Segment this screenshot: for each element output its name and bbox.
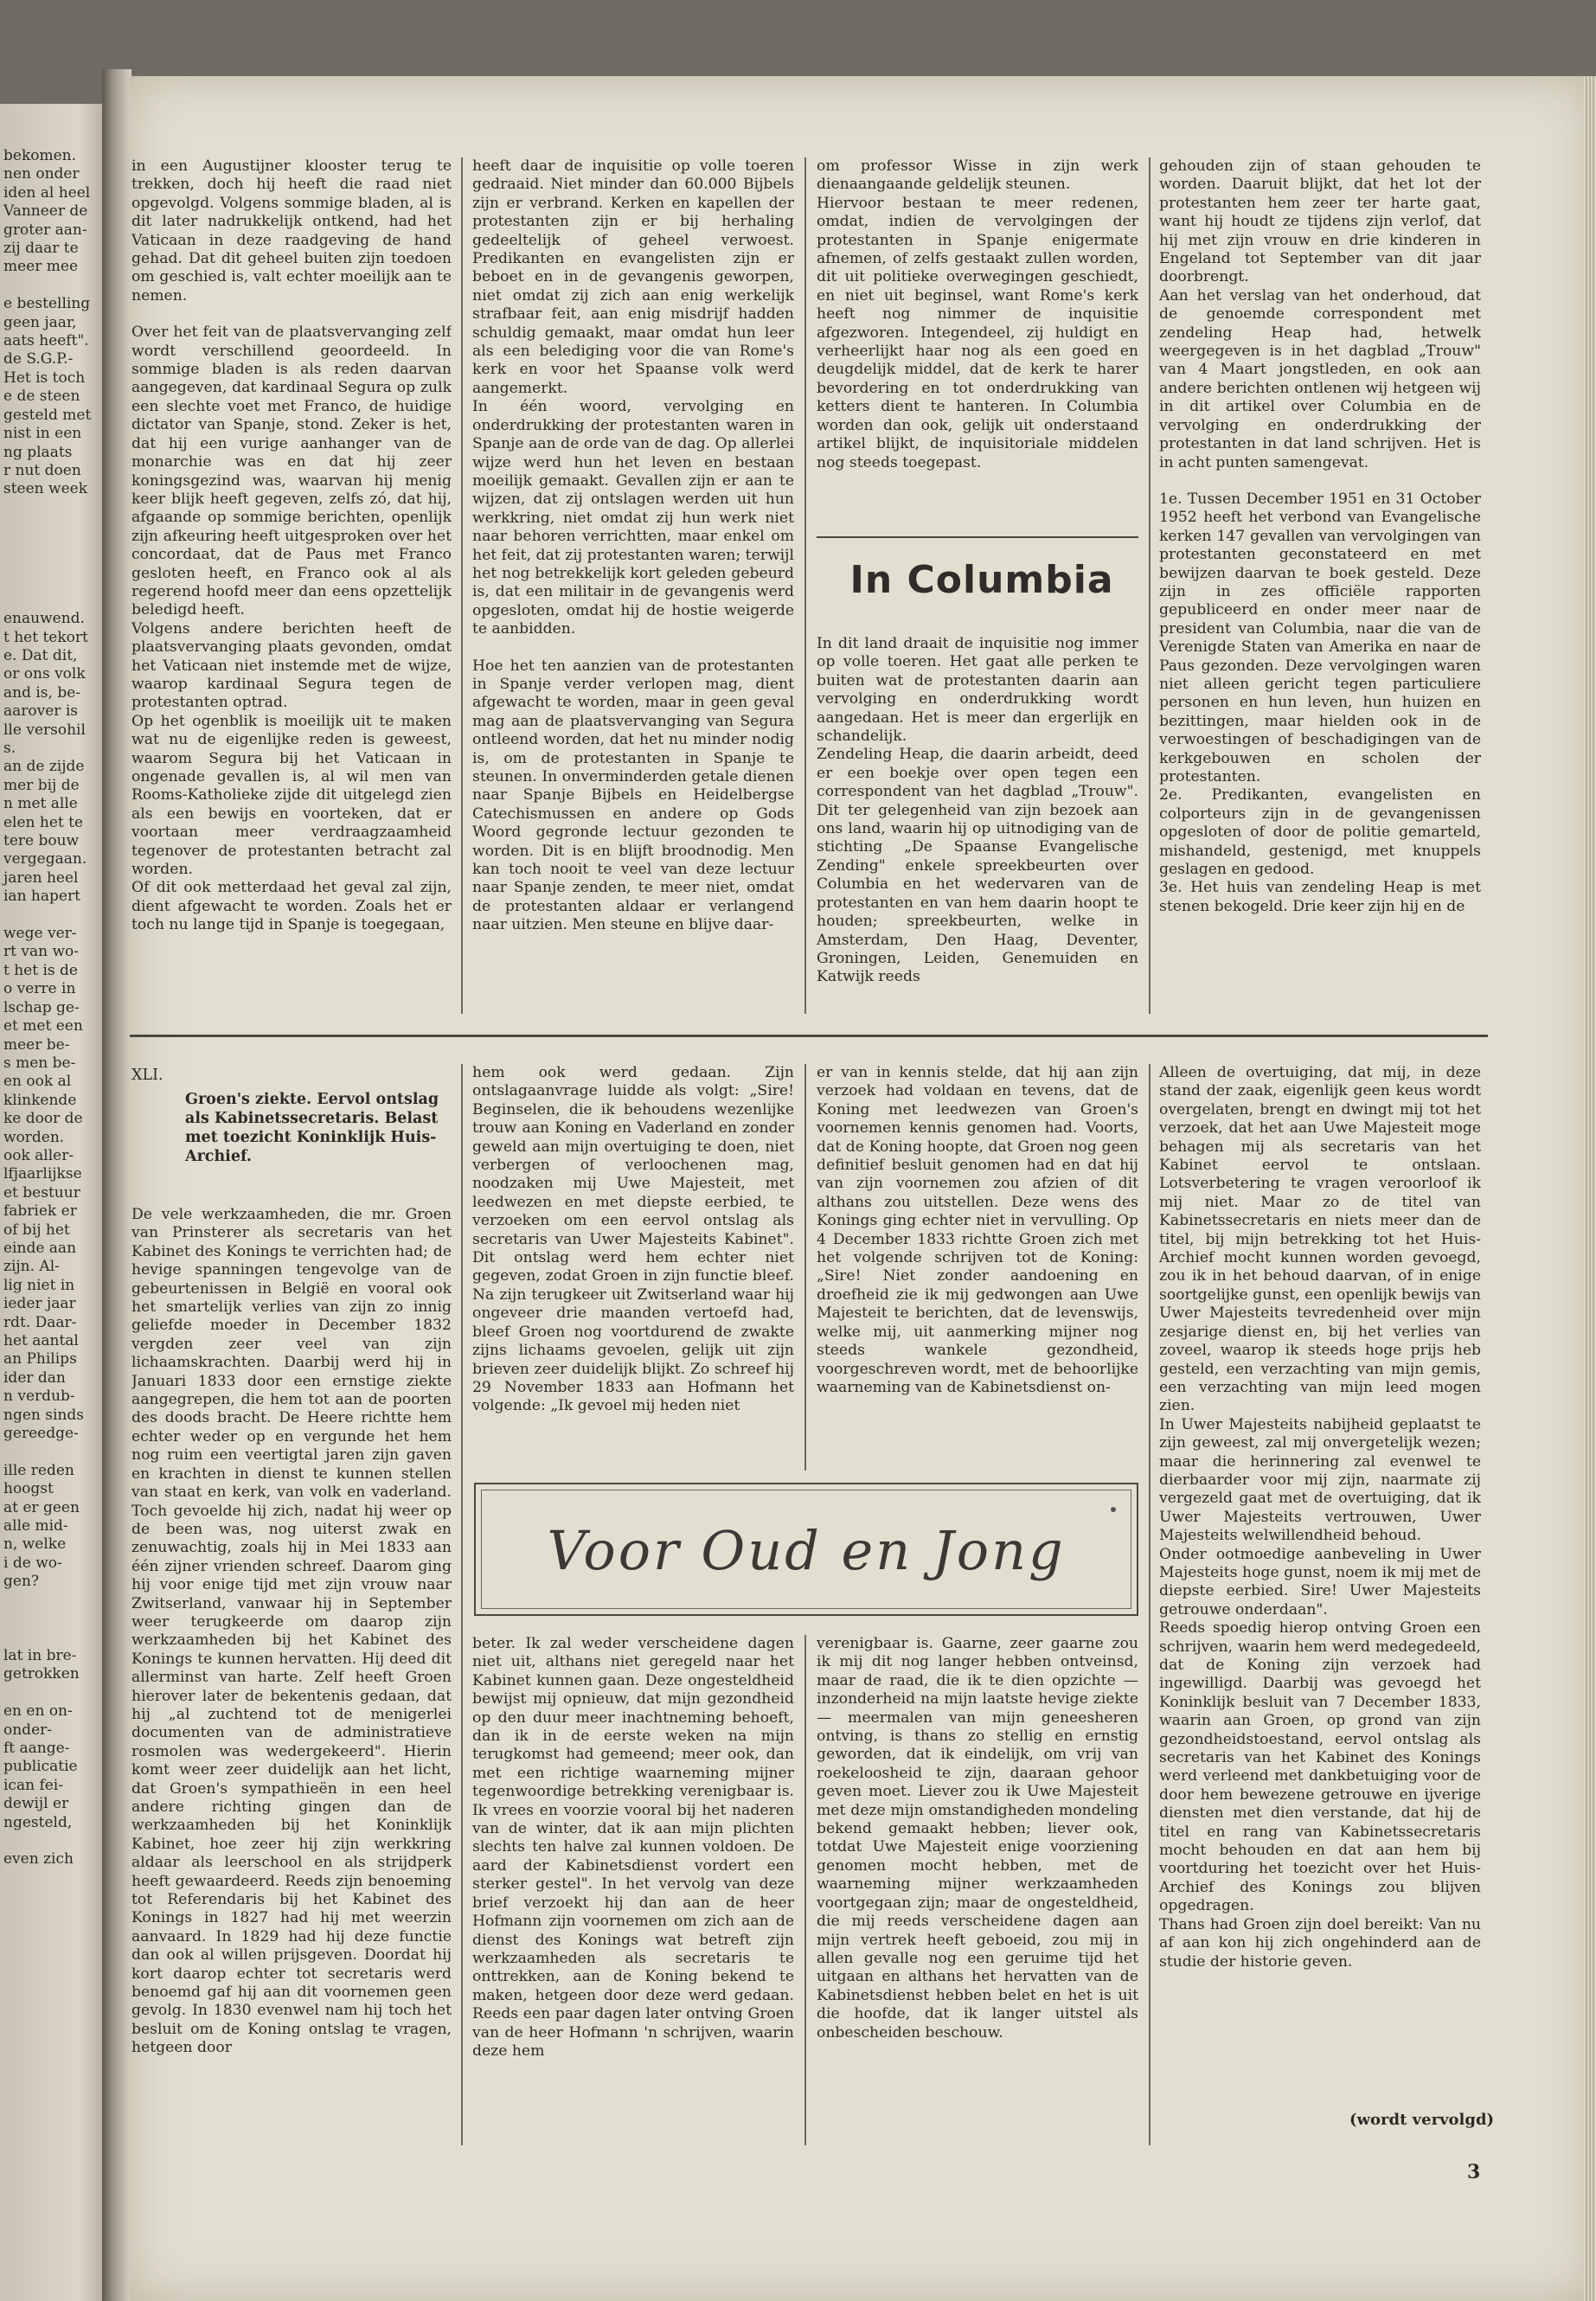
continued-note: (wordt vervolgd) (1349, 2111, 1495, 2129)
paragraph: In Uwer Majesteits nabijheid geplaatst te zijn geweest, zal mij onvergetelijk wezen; maar die herinnering zal evenwel te dierbaarder voor mij zijn, naarmate zij vergezeld gaat met de overtuiging, dat ik Uwer Majesteits vertrouwen, Uwer Majesteits welwillendheid behoud. (1159, 1415, 1481, 1545)
book-gutter (102, 69, 131, 2301)
top-column-3b (817, 635, 1138, 1016)
paragraph: Thans had Groen zijn doel bereikt: Van nu af aan kon hij zich ongehinderd aan de studie der historie geven. (1159, 1915, 1481, 1971)
section-rule (817, 536, 1138, 538)
columbia-heading: In Columbia (849, 558, 1114, 602)
paragraph: Op het ogenblik is moeilijk uit te maken wat nu de eigenlijke reden is geweest, waarom Segura bij het Vaticaan in ongenade gevallen is, al wil men van Rooms-Katholieke zijde dit uitgelegd zien als een bewijs en voorteken, dat er voortaan meer verdraagzaamheid tegenover de protestanten betracht zal worden. (131, 712, 452, 879)
paragraph: In dit land draait de inquisitie nog immer op volle toeren. Het gaat alle perken te buiten wat de protestanten daarin aan vervolging en onderdrukking wordt aangedaan. Het is meer dan ergerlijk en schandelijk. (817, 635, 1138, 746)
paragraph: gehouden zijn of staan gehouden te worden. Daaruit blijkt, dat het lot der protestanten hem zeer ter harte gaat, want hij houdt ze tijdens zijn verlof, dat hij met zijn vrouw en drie kinderen in Engeland tot September van dit jaar doorbrengt. (1159, 157, 1481, 286)
column-divider (461, 157, 463, 1014)
paragraph: verenigbaar is. Gaarne, zeer gaarne zou ik mij dit nog langer hebben ontveinsd, maar de raad, die ik te dien opzichte — inzonderheid na mijn laatste hevige ziekte — meermalen van mijn geneesheren ontving, is thans zo stellig en ernstig geworden, dat ik eindelijk, om vrij van roekeloosheid te zijn, daaraan gehoor geven moet. Liever zou ik Uwe Majesteit met deze mijn omstandigheden mondeling bekend gemaakt hebben; liever ook, totdat Uwe Majesteit enige voorziening genomen mocht hebben, met de waarneming mijner werkzaamheden voortgegaan zijn; maar de ongesteldheid, die mij reeds verscheidene dagen aan mijn vertrek heeft geboeid, zou mij in allen gevalle nog een geruime tijd het uitgaan en althans het hervatten van de Kabinetsdienst hebben belet en het is uit die hoofde, dat ik langer uitstel als onbescheiden beschouw. (817, 1635, 1138, 2041)
paragraph: Of dit ook metterdaad het geval zal zijn, dient afgewacht te worden. Zoals het er toch nu lange tijd in Spanje is toegegaan, (131, 879, 452, 934)
paragraph: 2e. Predikanten, evangelisten en colporteurs zijn in de gevangenissen opgesloten of door de politie gemarteld, mishandeld, gestenigd, met knuppels geslagen en gedood. (1159, 786, 1481, 879)
paragraph: Alleen de overtuiging, dat mij, in deze stand der zaak, eigenlijk geen keus wordt overgelaten, brengt en dwingt mij tot het verzoek, dat het aan Uwe Majesteit moge behagen mij als secretaris van het Kabinet eervol te ontslaan. Lotsverbetering te vragen veroorloof ik mij niet. Maar zo de titel van Kabinetssecretaris en niets meer dan de titel, bij mijn betrekking tot het Huis-Archief mocht kunnen worden gevoegd, zou ik in het behoud daarvan, of in enige soortgelijke gunst, een openlijk bewijs van Uwer Majesteits tevredenheid over mijn zesjarige dienst en, bij het verlies van zoveel, waarop ik steeds hoge prijs heb gesteld, een verzachting van mijn gemis, een verzachting van mijn leed mogen zien. (1159, 1064, 1481, 1415)
paragraph: in een Augustijner klooster terug te trekken, doch hij heeft die raad niet opgevolgd. Volgens sommige bladen, al is dit later nadrukkelijk ontkend, had het Vaticaan in deze raadgeving de hand gehad. Dat dit geheel buiten zijn toedoen om geschied is, valt echter moeilijk aan te nemen. (131, 157, 452, 304)
article-column-1 (131, 1206, 452, 2140)
voor-oud-en-jong-box (474, 1483, 1138, 1616)
page-edge (1584, 76, 1596, 2301)
decorative-dot (1111, 1507, 1116, 1512)
article-column-2b (472, 1635, 794, 2145)
paragraph: heeft daar de inquisitie op volle toeren gedraaid. Niet minder dan 60.000 Bijbels zijn er verbrand. Kerken en kapellen der protestanten zijn er bij herhaling gedeeltelijk of geheel verwoest. Predikanten en evangelisten zijn er beboet en in de gevangenis geworpen, niet omdat zij zich aan enig werkelijk strafbaar feit, aan enig misdrijf hadden schuldig gemaakt, maar omdat hun leer als een belediging voor die van Rome's kerk en voor het Spaanse volk werd aangemerkt. (472, 157, 794, 397)
paragraph: er van in kennis stelde, dat hij aan zijn verzoek had voldaan en tevens, dat de Koning met leedwezen van Groen's voornemen kennis genomen had. Voorts, dat de Koning hoopte, dat Groen nog geen definitief besluit genomen had en dat hij van zijn voornemen zou afzien of dit althans zou uitstellen. Deze wens des Konings ging echter niet in vervulling. Op 4 December 1833 richtte Groen zich met het volgende schrijven tot de Koning: „Sire! Niet zonder aandoening en droefheid zie ik mij gedwongen aan Uwe Majesteit te berichten, dat de levenswijs, welke mij, uit aanmerking mijner nog steeds wankele gezondheid, voorgeschreven wordt, met de behoorlijke waarneming van de Kabinetsdienst on- (817, 1064, 1138, 1396)
paragraph: Zendeling Heap, die daarin arbeidt, deed er een boekje over open tegen een correspondent van het dagblad „Trouw". Dit ter gelegenheid van zijn bezoek aan ons land, waarin hij op uitnodiging van de stichting „De Spaanse Evangelische Zending" enkele spreekbeurten over Columbia en het wedervaren van de protestanten en van hem daarin hoopt te houden; spreekbeurten, welke in Amsterdam, Den Haag, Deventer, Groningen, Leiden, Genemuiden en Katwijk reeds (817, 746, 1138, 986)
voor-oud-en-jong-heading: Voor Oud en Jong (547, 1519, 1066, 1582)
paragraph: hem ook werd gedaan. Zijn ontslagaanvrage luidde als volgt: „Sire! Beginselen, die ik behoudens wezenlijke trouw aan Koning en Vaderland en zonder geweld aan mijn overtuiging te doen, niet verbergen of verloochenen mag, noodzaken mij Uwe Majesteit, met leedwezen en met diepste eerbied, te verzoeken om een eervol ontslag als secretaris van Uwer Majesteits Kabinet". Dit ontslag werd hem echter niet gegeven, zodat Groen in zijn functie bleef. Na zijn terugkeer uit Zwitserland waar hij ongeveer drie maanden vertoefd had, bleef Groen nog voortdurend de zwakte zijns lichaams gevoelen, gelijk uit zijn brieven zeer duidelijk blijkt. Zo schreef hij 29 November 1833 aan Hofmann het volgende: „Ik gevoel mij heden niet (472, 1064, 794, 1415)
paragraph: Volgens andere berichten heeft de plaatsvervanging plaats gevonden, omdat het Vaticaan niet instemde met de wijze, waarop kardinaal Segura tegen de protestanten optrad. (131, 619, 452, 712)
paragraph: Over het feit van de plaatsvervanging zelf wordt verschillend geoordeeld. In sommige bladen is als reden daarvan aangegeven, dat kardinaal Segura op zulk een slechte voet met Franco, de huidige dictator van Spanje, stond. Zeker is het, dat hij een vurige aanhanger van de monarchie was en dat hij zeer koningsgezind was, waarvan hij menig keer blijk heeft gegeven, zelfs zó, dat hij, afgaande op sommige berichten, openlijk zijn afkeuring heeft uitgesproken over het concordaat, dat de Paus met Franco gesloten heeft, en Franco ook al als regerend hoofd meer dan eens opzettelijk beledigd heeft. (131, 324, 452, 619)
page-number: 3 (1467, 2161, 1481, 2183)
paragraph: Hoe het ten aanzien van de protestanten in Spanje verder verlopen mag, dient afgewacht te worden, maar in geen geval mag aan de plaatsvervanging van Segura ontleend worden, dat het nu minder nodig is, om de protestanten in Spanje te steunen. In onverminderden getale dienen naar Spanje Bijbels en Heidelbergse Catechismussen en andere op Gods Woord gegronde lectuur gezonden te worden. Dit is en blijft broodnodig. Men kan toch nooit te veel van deze lectuur naar Spanje zenden, te meer niet, omdat de protestanten aldaar er verlangend naar uitzien. Men steune en blijve daar- (472, 657, 794, 934)
top-column-4 (1159, 157, 1481, 1014)
paragraph: om professor Wisse in zijn werk dienaangaande geldelijk steunen. (817, 157, 1138, 194)
column-divider (1149, 1064, 1151, 2145)
paragraph: In één woord, vervolging en onderdrukking der protestanten waren in Spanje aan de orde van de dag. Op allerlei wijze werd hun het leven en bestaan moeilijk gemaakt. Gevallen zijn er aan te wijzen, dat zij ontslagen werden uit hun werkkring, niet omdat zij hun werk niet naar behoren verrichtten, maar enkel om het feit, dat zij protestanten waren; terwijl het nog betrekkelijk kort geleden gebeurd is, dat een militair in de gevangenis werd opgesloten, omdat hij de hostie weigerde te aanbidden. (472, 398, 794, 638)
top-column-3a (817, 157, 1138, 521)
article-column-3a (817, 1064, 1138, 1462)
article-title: Groen's ziekte. Eervol ontslag als Kabinetssecretaris. Belast met toezicht Koninklijk Huis-Archief. (185, 1091, 439, 1165)
paragraph: Aan het verslag van het onderhoud, dat de genoemde correspondent met zendeling Heap had, hetwelk weergegeven is in het dagblad „Trouw" van 4 Maart jongstleden, en ook aan andere berichten ontlenen wij hetgeen wij in dit artikel over Columbia en de vervolging en onderdrukking der protestanten in dat land schrijven. Het is in acht punten samengevat. (1159, 286, 1481, 471)
column-divider (804, 1635, 806, 2145)
horizontal-divider (130, 1035, 1488, 1037)
left-page-text: bekomen. nen onder iden al heel Vanneer de groter aan- zij daar te meer mee e bestelling geen jaar, aats heeft". de S.G.P.- Het is toch e de steen gesteld met nist in een ng plaats r nut doen steen week enauwend. t het tekort e. Dat dit, or ons volk and is, be- aarover is lle versohil s. an de zijde mer bij de n met alle elen het te tere bouw vergegaan. jaren heel ian hapert wege ver- rt van wo- t het is de o verre in lschap ge- et met een meer be- s men be- en ook al klinkende ke door de worden. ook aller- lfjaarlijkse et bestuur fabriek er of bij het einde aan zijn. Al- lig niet in ieder jaar rdt. Daar- het aantal an Philips ider dan n verdub- ngen sinds gereedge- ille reden hoogst at er geen alle mid- n, welke i de wo- gen? lat in bre- getrokken en en on- onder- ft aange- publicatie ican fei- dewijl er ngesteld, even zich (3, 147, 92, 1868)
paragraph: 1e. Tussen December 1951 en 31 October 1952 heeft het verbond van Evangelische kerken 147 gevallen van vervolgingen van protestanten geconstateerd en met bewijzen daarvan te boek gesteld. Deze zijn in zes officiële rapporten gepubliceerd en onder meer naar de president van Columbia, naar die van de Verenigde Staten van Amerika en naar de Paus gezonden. Deze vervolgingen waren niet alleen gericht tegen particuliere personen en hun leven, hun huizen en bezittingen, maar hielden ook in de verwoestingen of beschadigingen van de kerkgebouwen en scholen der protestanten. (1159, 490, 1481, 785)
top-column-1 (131, 157, 452, 1014)
paragraph: Hiervoor bestaan te meer redenen, omdat, indien de vervolgingen der protestanten in Spanje enigermate afnemen, of zelfs gestaakt zullen worden, dit uit politieke overwegingen geschiedt, en niet uit beginsel, want Rome's kerk heeft nog nimmer de inquisitie afgezworen. Integendeel, zij huldigt en verheerlijkt haar nog als een goed en deugdelijk middel, dat de kerk te harer bevordering en tot onderdrukking van ketters dient te hanteren. In Columbia worden dan ook, gelijk uit onderstaand artikel blijkt, de inquisitoriale middelen nog steeds toegepast. (817, 194, 1138, 471)
top-column-2 (472, 157, 794, 1014)
paragraph: Onder ootmoedige aanbeveling in Uwer Majesteits hoge gunst, noem ik mij met de diepste eerbied. Sire! Uwer Majesteits getrouwe onderdaan". (1159, 1545, 1481, 1618)
paragraph: De vele werkzaamheden, die mr. Groen van Prinsterer als secretaris van het Kabinet des Konings te verrichten had; de hevige spanningen tengevolge van de gebeurtenissen in België en vooral ook het smartelijk verlies van zijn zo innig geliefde moeder in December 1832 vergden zeer veel van zijn lichaamskrachten. Daarbij werd hij in Januari 1833 door een ernstige ziekte aangegrepen, die hem tot aan de poorten des doods bracht. De Heere richtte hem echter weder op en vergunde het hem nog ruim een veertigtal jaren zijn gaven en krachten in dienst te kunnen stellen van staat en kerk, van volk en vaderland. Toch gevoelde hij zich, nadat hij weer op de been was, nog uiterst zwak en zenuwachtig, zoals hij in Mei 1833 aan één zijner vrienden schreef. Daarom ging hij voor enige tijd met zijn vrouw naar Zwitserland, vanwaar hij in September weer terugkeerde om daarop zijn werkzaamheden bij het Kabinet des Konings te kunnen hervatten. Hij deed dit allerminst van harte. Zelf heeft Groen hierover later de bekentenis gedaan, dat hij „al zuchtend tot de menigerlei documenten van de administratieve rosmolen was wedergekeerd". Hierin komt weer zeer duidelijk aan het licht, dat Groen's sympathieën in een heel andere richting gingen dan de werkzaamheden bij het Koninklijk Kabinet, hoe zeer hij zijn werkkring aldaar als leerschool en als strijdperk heeft gewaardeerd. Reeds zijn benoeming tot Referendaris bij het Kabinet des Konings in 1827 had hij met weerzin aanvaard. In 1829 had hij deze functie dan ook al willen prijsgeven. Doordat hij kort daarop echter tot secretaris werd benoemd gaf hij aan dit voornemen geen gevolg. In 1830 evenwel nam hij toch het besluit om de Koning ontslag te vragen, hetgeen door (131, 1206, 452, 2057)
column-divider (804, 157, 806, 1014)
paragraph: beter. Ik zal weder verscheidene dagen niet uit, althans niet geregeld naar het Kabinet kunnen gaan. Deze ongesteldheid bewijst mij opnieuw, dat mijn gezondheid op den duur meer inachtneming behoeft, dan ik in de eerste weken na mijn terugkomst had gemeend; meer ook, dan met een richtige waarneming mijner tegenwoordige betrekking verenigbaar is. Ik vrees en voorzie vooral bij het naderen van de winter, dat ik aan mijn plichten slechts ten halve zal kunnen voldoen. De aard der Kabinetsdienst vordert een sterker gestel". In het vervolg van deze brief verzoekt hij dan aan de heer Hofmann zijn voornemen om zich aan de dienst des Konings wat betreft zijn werkzaamheden als secretaris te onttrekken, aan de Koning bekend te maken, hetgeen door deze werd gedaan. Reeds een paar dagen later ontving Groen van de heer Hofmann 'n schrijven, waarin deze hem (472, 1635, 794, 2060)
article-number: XLI. (131, 1067, 163, 1084)
column-divider (461, 1064, 463, 2145)
article-column-4 (1159, 1064, 1481, 2102)
article-column-2a (472, 1064, 794, 1462)
column-divider (1149, 157, 1151, 1014)
left-page-fragment (0, 104, 112, 2301)
column-divider (804, 1064, 806, 1471)
paragraph: 3e. Het huis van zendeling Heap is met stenen bekogeld. Drie keer zijn hij en de (1159, 879, 1481, 915)
paragraph: Reeds spoedig hierop ontving Groen een schrijven, waarin hem werd medegedeeld, dat de Koning zijn verzoek had ingewilligd. Daarbij was gevoegd het Koninklijk besluit van 7 December 1833, waarin aan Groen, op grond van zijn gezondheidstoestand, eervol ontslag als secretaris van het Kabinet des Konings werd verleend met dankbetuiging voor de door hem bewezene getrouwe en ijverige diensten met dien verstande, dat hij de titel en rang van Kabinetssecretaris mocht behouden en dat aan hem bij voortduring het toezicht over het Huis-Archief des Konings zou blijven opgedragen. (1159, 1619, 1481, 1915)
article-column-3b (817, 1635, 1138, 2145)
